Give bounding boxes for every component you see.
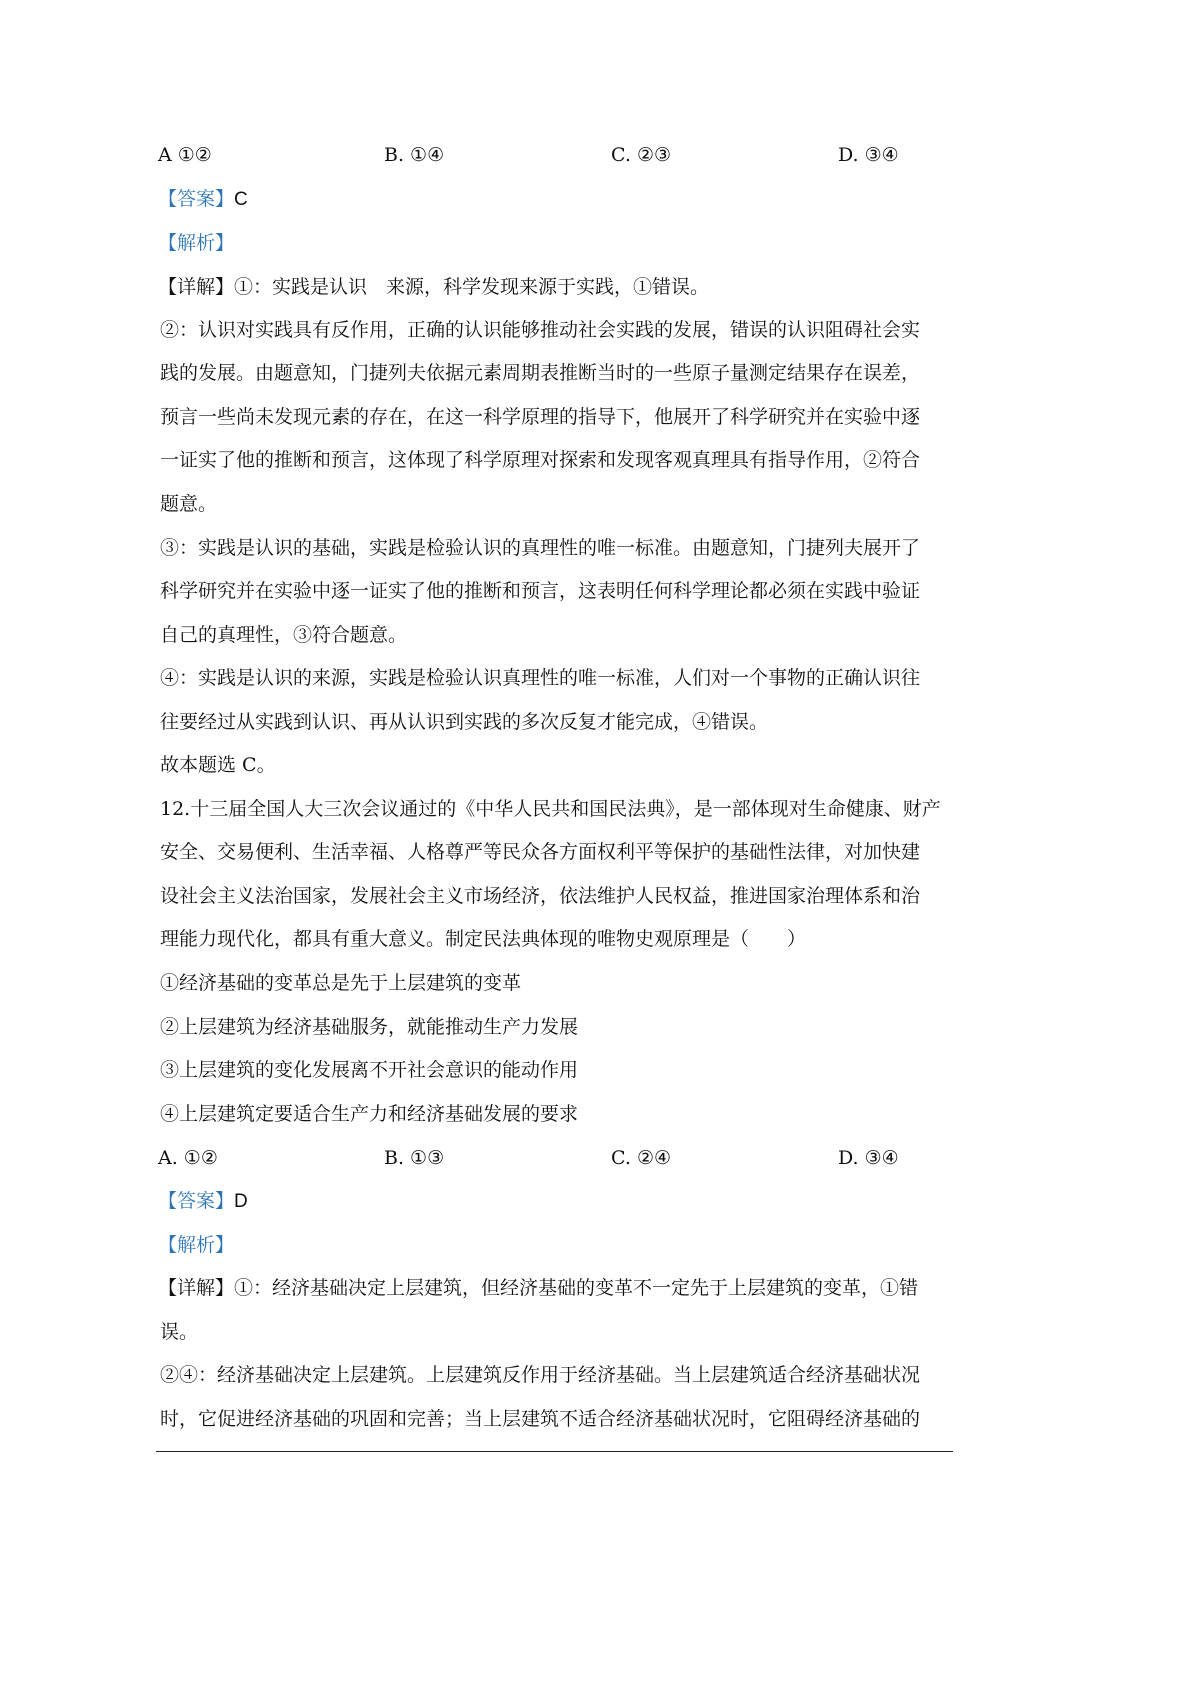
detail-line: 科学研究并在实验中逐一证实了他的推断和预言，这表明任何科学理论都必须在实践中验证 xyxy=(160,580,921,602)
option-d: D. ③④ xyxy=(838,1147,899,1169)
option-b: B. ①③ xyxy=(384,1147,445,1169)
stem-line: 设社会主义法治国家，发展社会主义市场经济，依法维护人民权益，推进国家治理体系和治 xyxy=(160,885,921,907)
detail-line: 题意。 xyxy=(160,493,218,515)
answer-label: 【答案】 xyxy=(158,188,235,210)
analysis-label: 【解析】 xyxy=(158,1234,235,1256)
detail-line: ②：认识对实践具有反作用，正确的认识能够推动社会实践的发展，错误的认识阻碍社会实 xyxy=(160,319,921,341)
answer-line xyxy=(158,187,248,212)
detail-line: 预言一些尚未发现元素的存在，在这一科学原理的指导下，他展开了科学研究并在实验中逐 xyxy=(160,406,921,428)
detail-line: ②④：经济基础决定上层建筑。上层建筑反作用于经济基础。当上层建筑适合经济基础状况 xyxy=(160,1364,921,1386)
detail-line: 【详解】①：实践是认识 来源，科学发现来源于实践，①错误。 xyxy=(158,276,710,298)
option-a: A. ①② xyxy=(158,1147,218,1169)
answer-line xyxy=(158,1189,248,1214)
detail-line: 时，它促进经济基础的巩固和完善；当上层建筑不适合经济基础状况时，它阻碍经济基础的 xyxy=(160,1408,921,1430)
stem-line: 理能力现代化，都具有重大意义。制定民法典体现的唯物史观原理是（ ） xyxy=(160,928,807,950)
detail-line: 践的发展。由题意知，门捷列夫依据元素周期表推断当时的一些原子量测定结果存在误差， xyxy=(160,362,921,384)
statement-2: ②上层建筑为经济基础服务，就能推动生产力发展 xyxy=(160,1016,579,1038)
detail-line: ④：实践是认识的来源，实践是检验认识真理性的唯一标准，人们对一个事物的正确认识往 xyxy=(160,667,921,689)
statement-1: ①经济基础的变革总是先于上层建筑的变革 xyxy=(160,972,522,994)
option-a: A ①② xyxy=(158,144,212,166)
detail-line: 【详解】①：经济基础决定上层建筑，但经济基础的变革不一定先于上层建筑的变革，①错 xyxy=(158,1277,919,1299)
option-b: B. ①④ xyxy=(384,144,445,166)
option-d: D. ③④ xyxy=(838,144,899,166)
statement-4: ④上层建筑定要适合生产力和经济基础发展的要求 xyxy=(160,1103,579,1125)
answer-value: D xyxy=(234,1191,248,1212)
option-c: C. ②④ xyxy=(611,1147,672,1169)
stem-line: 12.十三届全国人大三次会议通过的《中华人民共和国民法典》，是一部体现对生命健康、财产 xyxy=(160,798,941,820)
answer-value: C xyxy=(234,189,248,210)
footer-divider xyxy=(156,1451,953,1452)
detail-line: ③：实践是认识的基础，实践是检验认识的真理性的唯一标准。由题意知，门捷列夫展开了 xyxy=(160,537,921,559)
analysis-label: 【解析】 xyxy=(158,232,235,254)
detail-line: 误。 xyxy=(160,1321,199,1343)
detail-line: 往要经过从实践到认识、再从认识到实践的多次反复才能完成，④错误。 xyxy=(160,711,769,733)
statement-3: ③上层建筑的变化发展离不开社会意识的能动作用 xyxy=(160,1059,579,1081)
detail-line: 故本题选 C。 xyxy=(160,754,276,776)
stem-line: 安全、交易便利、生活幸福、人格尊严等民众各方面权利平等保护的基础性法律，对加快建 xyxy=(160,841,921,863)
answer-label: 【答案】 xyxy=(158,1190,235,1212)
option-c: C. ②③ xyxy=(611,144,672,166)
detail-line: 自己的真理性，③符合题意。 xyxy=(160,624,408,646)
detail-line: 一证实了他的推断和预言，这体现了科学原理对探索和发现客观真理具有指导作用，②符合 xyxy=(160,449,921,471)
